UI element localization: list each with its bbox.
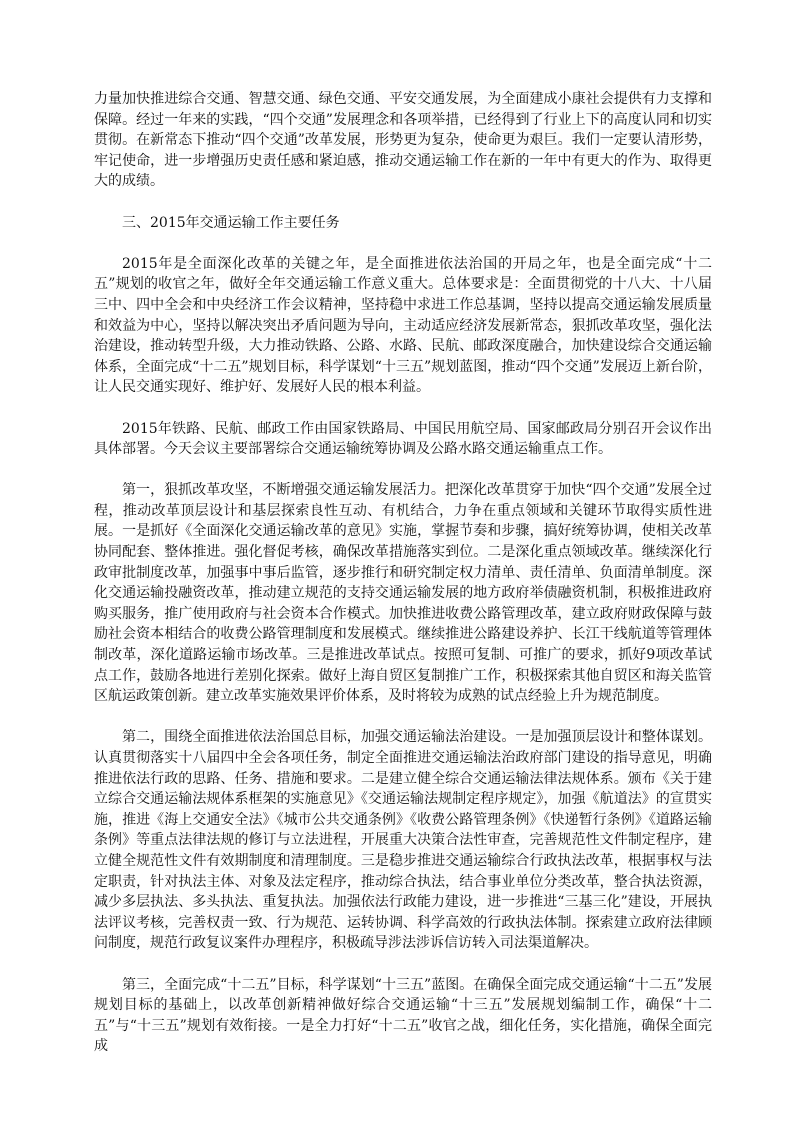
section-heading: 三、2015年交通运输工作主要任务 [122,214,340,231]
paragraph-overview: 2015年是全面深化改革的关键之年，是全面推进依法治国的开局之年，也是全面完成“十二五”规划的收官之年，做好全年交通运输工作意义重大。总体要求是：全面贯彻党的十八大、十八届三中、四中全会和中央经济工作会议精神，坚持稳中求进工作总基调，坚持以提高交通运输发展质量和效益为中心，坚持以解决突出矛盾问题为导向，主动适应经济发展新常态，狠抓改革攻坚，强化法治建设，推动转型升级，大力推动铁路、公路、水路、民航、邮政深度融合，加快建设综合交通运输体系，全面完成“十二五”规划目标，科学谋划“十三五”规划蓝图，推动“四个交通”发展迈上新台阶，让人民交通实现好、维护好、发展好人民的根本利益。 [94,255,712,396]
paragraph-task-two: 第二，围绕全面推进依法治国总目标，加强交通运输法治建设。一是加强顶层设计和整体谋划。认真贯彻落实十八届四中全会各项任务，制定全面推进交通运输法治政府部门建设的指导意见，明确推进依法行政的思路、任务、措施和要求。二是建立健全综合交通运输法律法规体系。颁布《关于建立综合交通运输法规体系框架的实施意见》《交通运输法规制定程序规定》，加强《航道法》的宣贯实施，推进《海上交通安全法》《城市公共交通条例》《收费公路管理条例》《快递暂行条例》《道路运输条例》等重点法律法规的修订与立法进程，开展重大决策合法性审查，完善规范性文件制定程序，建立健全规范性文件有效期制度和清理制度。三是稳步推进交通运输综合行政执法改革，根据事权与法定职责，针对执法主体、对象及法定程序，推动综合执法，结合事业单位分类改革，整合执法资源，减少多层执法、多头执法、重复执法。加强依法行政能力建设，进一步推进“三基三化”建设，开展执法评议考核，完善权责一致、行为规范、运转协调、科学高效的行政执法体制。探索建立政府法律顾问制度，规范行政复议案件办理程序，积极疏导涉法涉诉信访转入司法渠道解决。 [94,729,712,952]
paragraph-deployment: 2015年铁路、民航、邮政工作由国家铁路局、中国民用航空局、国家邮政局分别召开会议作出具体部署。今天会议主要部署综合交通运输统筹协调及公路水路交通运输重点工作。 [94,420,712,458]
paragraph-continued: 力量加快推进综合交通、智慧交通、绿色交通、平安交通发展，为全面建成小康社会提供有力支撑和保障。经过一年来的实践，“四个交通”发展理念和各项举措，已经得到了行业上下的高度认同和切实贯彻。在新常态下推动“四个交通”改革发展，形势更为复杂，使命更为艰巨。我们一定要认清形势，牢记使命，进一步增强历史责任感和紧迫感，推动交通运输工作在新的一年中有更大的作为、取得更大的成绩。 [94,91,712,190]
paragraph-task-one: 第一，狠抓改革攻坚，不断增强交通运输发展活力。把深化改革贯穿于加快“四个交通”发展全过程，推动改革顶层设计和基层探索良性互动、有机结合，力争在重点领域和关键环节取得实质性进展。一是抓好《全面深化交通运输改革的意见》实施，掌握节奏和步骤，搞好统筹协调，使相关改革协同配套、整体推进。强化督促考核，确保改革措施落实到位。二是深化重点领域改革。继续深化行政审批制度改革，加强事中事后监管，逐步推行和研究制定权力清单、责任清单、负面清单制度。深化交通运输投融资改革，推动建立规范的支持交通运输发展的地方政府举债融资机制，积极推进政府购买服务，推广使用政府与社会资本合作模式。加快推进收费公路管理改革，建立政府财政保障与鼓励社会资本相结合的收费公路管理制度和发展模式。继续推进公路建设养护、长江干线航道等管理体制改革，深化道路运输市场改革。三是推进改革试点。按照可复制、可推广的要求，抓好9项改革试点工作，鼓励各地进行差别化探索。做好上海自贸区复制推广工作，积极探索其他自贸区和海关监管区航运政策创新。建立改革实施效果评价体系，及时将较为成熟的试点经验上升为规范制度。 [94,482,712,705]
document-body [94,89,712,1078]
paragraph-task-three: 第三，全面完成“十二五”目标，科学谋划“十三五”蓝图。在确保全面完成交通运输“十二五”发展规划目标的基础上，以改革创新精神做好综合交通运输“十三五”发展规划编制工作，确保“十二五”与“十三五”规划有效衔接。一是全力打好“十二五”收官之战，细化任务，实化措施，确保全面完成 [94,976,712,1055]
